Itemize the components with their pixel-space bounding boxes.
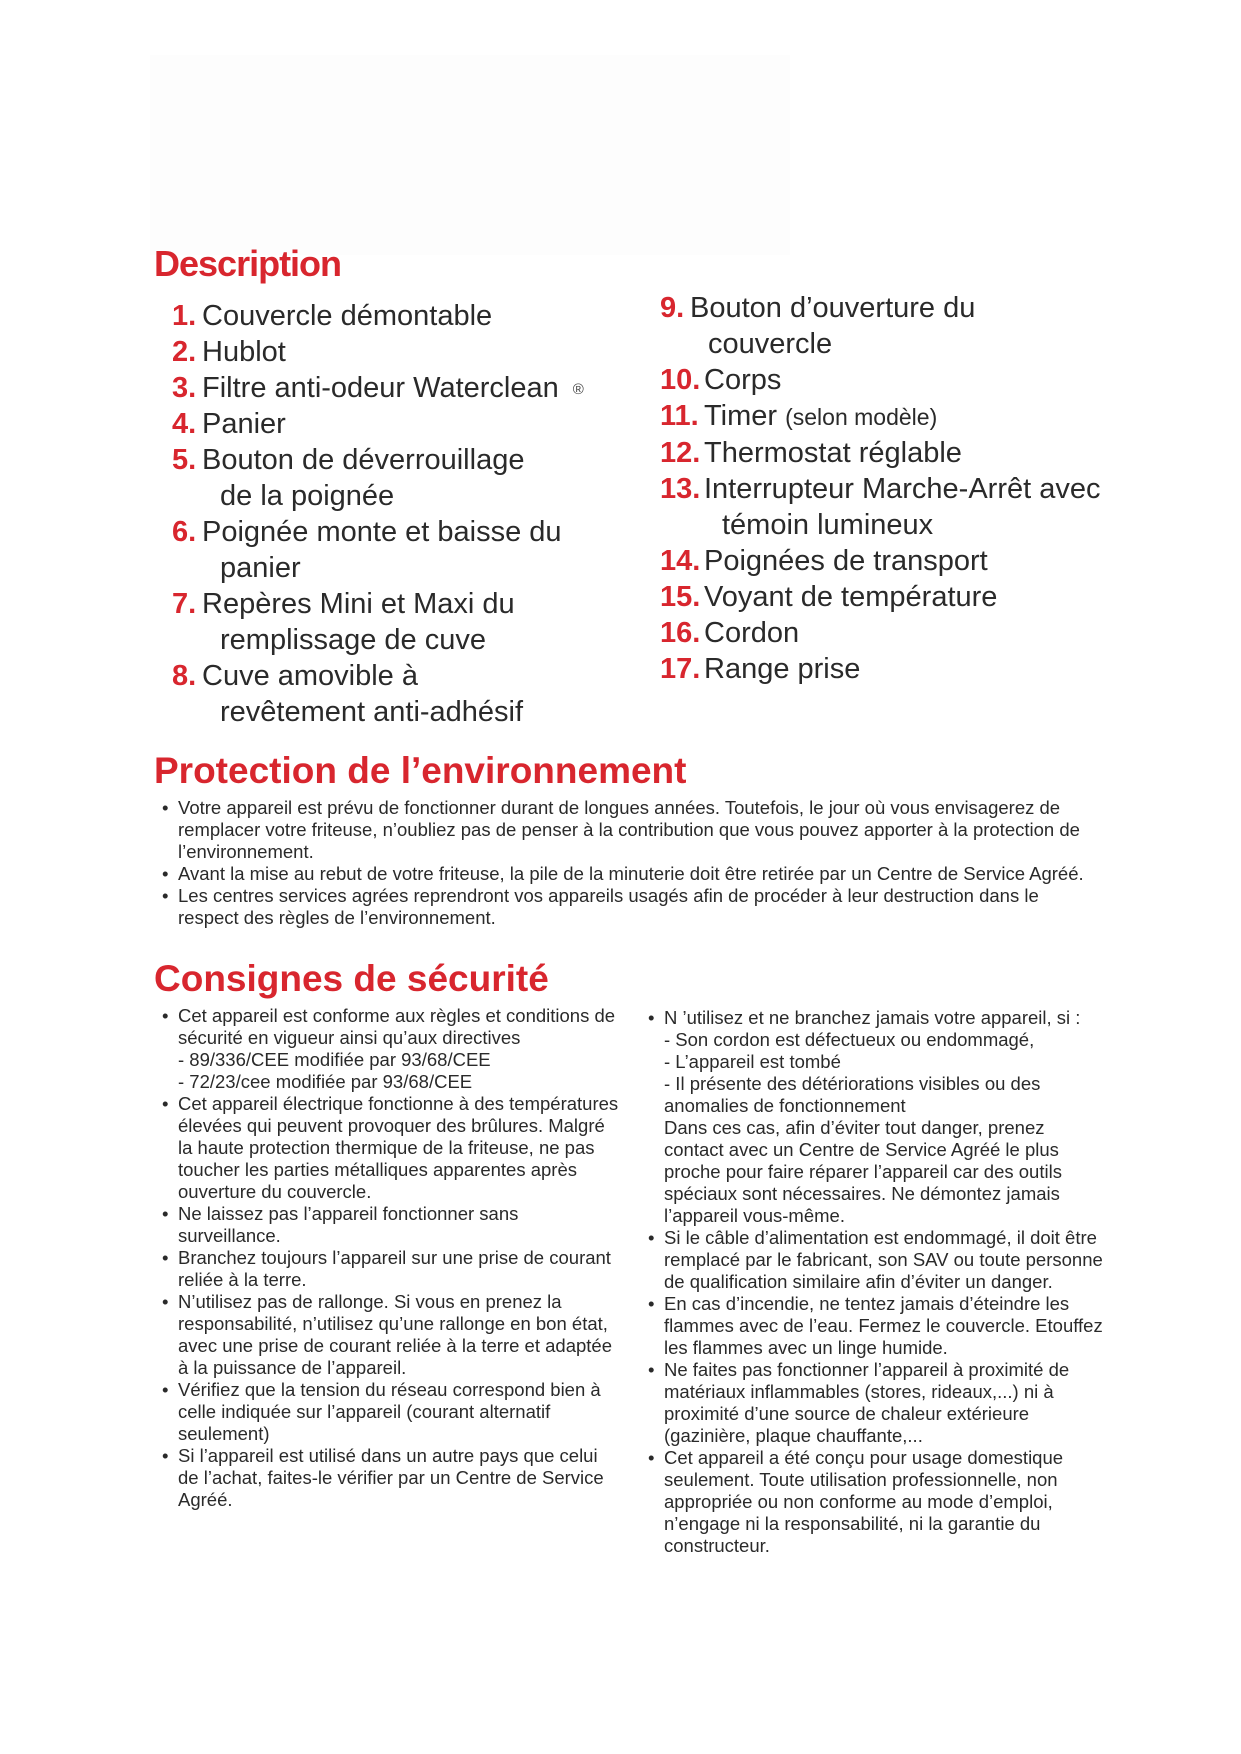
item-label: couvercle	[708, 328, 833, 360]
safety-bullet	[646, 1447, 1106, 1557]
item-number: 3.	[172, 372, 197, 404]
safety-subitem: - Il présente des détériorations visibles ou des anomalies de fonctionnement	[664, 1073, 1041, 1116]
description-item	[172, 586, 642, 658]
description-item	[660, 579, 1130, 615]
description-item	[172, 334, 642, 370]
safety-text: En cas d’incendie, ne tentez jamais d’éteindre les flammes avec de l’eau. Fermez le couvercle. Etouffez les flammes avec un linge humide.	[664, 1293, 1103, 1358]
registered-mark: ®	[572, 381, 584, 398]
item-label: Poignées de transport	[704, 545, 988, 577]
safety-bullet	[160, 1247, 620, 1291]
item-number: 13.	[660, 473, 701, 505]
item-number: 14.	[660, 545, 701, 577]
environment-list	[160, 797, 1100, 929]
item-label: Poignée monte et baisse du	[202, 516, 562, 548]
description-item	[172, 406, 642, 442]
description-item	[660, 362, 1130, 398]
description-item	[172, 298, 642, 334]
description-item	[660, 543, 1130, 579]
item-label: Range prise	[704, 653, 861, 685]
safety-heading: Consignes de sécurité	[154, 958, 549, 999]
safety-text: Branchez toujours l’appareil sur une prise de courant reliée à la terre.	[178, 1247, 611, 1290]
safety-text: Cet appareil électrique fonctionne à des températures élevées qui peuvent provoquer des brûlures. Malgré la haute protection thermique de la friteuse, ne pas toucher les parties métalliques apparentes après ouverture du couvercle.	[178, 1093, 619, 1202]
safety-bullet	[160, 1291, 620, 1379]
description-list-right	[660, 290, 1130, 687]
item-label: remplissage de cuve	[220, 624, 486, 656]
safety-bullet	[160, 1445, 620, 1511]
safety-text: Si l’appareil est utilisé dans un autre pays que celui de l’achat, faites-le vérifier par un Centre de Service Agréé.	[178, 1445, 604, 1510]
item-label: Interrupteur Marche-Arrêt avec	[704, 473, 1101, 505]
description-item	[172, 442, 642, 514]
item-label: Couvercle démontable	[202, 300, 493, 332]
environment-bullet: • Les centres services agrées reprendront vos appareils usagés afin de procéder à leur destruction dans le respect des règles de l’environnement.	[160, 885, 1100, 929]
item-label: Corps	[704, 364, 782, 396]
description-list-left	[172, 298, 642, 730]
item-label: Cordon	[704, 617, 800, 649]
item-number: 7.	[172, 588, 197, 620]
item-label: Hublot	[202, 336, 286, 368]
safety-bullet	[646, 1359, 1106, 1447]
description-heading: Description	[154, 243, 342, 284]
description-item	[660, 398, 1130, 435]
safety-subitem: Dans ces cas, afin d’éviter tout danger, prenez contact avec un Centre de Service Agréé le plus proche pour faire réparer l’appareil car des outils spéciaux sont nécessaires. Ne démontez jamais l’appareil vous-même.	[664, 1117, 1062, 1226]
safety-bullet	[160, 1203, 620, 1247]
safety-text: Ne laissez pas l’appareil fonctionner sans surveillance.	[178, 1203, 519, 1246]
safety-bullet	[646, 1227, 1106, 1293]
item-note: (selon modèle)	[785, 404, 938, 430]
blank-image-area	[150, 55, 790, 255]
description-item	[660, 615, 1130, 651]
item-label: Bouton de déverrouillage	[202, 444, 525, 476]
item-label: Thermostat réglable	[704, 437, 962, 469]
safety-bullet	[160, 1005, 620, 1093]
safety-text: Vérifiez que la tension du réseau correspond bien à celle indiquée sur l’appareil (courant alternatif seulement)	[178, 1379, 601, 1444]
safety-text: N ’utilisez et ne branchez jamais votre appareil, si :	[664, 1007, 1081, 1028]
description-item	[172, 658, 642, 730]
item-number: 8.	[172, 660, 197, 692]
safety-subitem: - Son cordon est défectueux ou endommagé,	[664, 1029, 1035, 1050]
safety-bullet	[160, 1379, 620, 1445]
item-label: Repères Mini et Maxi du	[202, 588, 515, 620]
safety-bullet	[646, 1293, 1106, 1359]
safety-text: Ne faites pas fonctionner l’appareil à proximité de matériaux inflammables (stores, rideaux,...) ni à proximité d’une source de chaleur extérieure (gazinière, plaque chauffante,...	[664, 1359, 1070, 1446]
item-label: Filtre anti-odeur Waterclean	[202, 372, 559, 404]
item-number: 10.	[660, 364, 701, 396]
safety-subitem: - L’appareil est tombé	[664, 1051, 841, 1072]
item-label: revêtement anti-adhésif	[220, 696, 524, 728]
description-item	[660, 435, 1130, 471]
item-label: Voyant de température	[704, 581, 998, 613]
safety-list-right	[646, 1007, 1106, 1557]
item-number: 15.	[660, 581, 701, 613]
item-label: témoin lumineux	[722, 509, 934, 541]
description-item	[660, 471, 1130, 543]
item-number: 2.	[172, 336, 197, 368]
safety-bullet	[160, 1093, 620, 1203]
environment-bullet: • Votre appareil est prévu de fonctionner durant de longues années. Toutefois, le jour où vous envisagerez de remplacer votre friteuse, n’oubliez pas de penser à la contribution que vous pouvez apporter à la protection de l’environnement.	[160, 797, 1100, 863]
item-number: 12.	[660, 437, 701, 469]
item-number: 17.	[660, 653, 701, 685]
description-item	[660, 651, 1130, 687]
item-number: 16.	[660, 617, 701, 649]
safety-text: Cet appareil a été conçu pour usage domestique seulement. Toute utilisation professionnelle, non appropriée ou non conforme au mode d’emploi, n’engage ni la responsabilité, ni la garantie du constructeur.	[664, 1447, 1064, 1556]
environment-heading: Protection de l’environnement	[154, 750, 687, 791]
safety-list-left	[160, 1005, 620, 1511]
safety-text: N’utilisez pas de rallonge. Si vous en prenez la responsabilité, n’utilisez qu’une rallonge en bon état, avec une prise de courant reliée à la terre et adaptée à la puissance de l’appareil.	[178, 1291, 613, 1378]
item-number: 6.	[172, 516, 197, 548]
safety-subitem: - 72/23/cee modifiée par 93/68/CEE	[178, 1071, 473, 1092]
item-number: 5.	[172, 444, 197, 476]
item-label: Timer	[704, 400, 786, 432]
safety-bullet	[646, 1007, 1106, 1227]
item-number: 11.	[660, 400, 699, 432]
safety-text: Cet appareil est conforme aux règles et conditions de sécurité en vigueur ainsi qu’aux directives	[178, 1005, 616, 1048]
description-item	[172, 514, 642, 586]
item-number: 4.	[172, 408, 197, 440]
item-number: 9.	[660, 292, 685, 324]
description-item	[172, 370, 642, 406]
item-number: 1.	[172, 300, 197, 332]
safety-text: Si le câble d’alimentation est endommagé, il doit être remplacé par le fabricant, son SAV ou toute personne de qualification similaire afin d’éviter un danger.	[664, 1227, 1103, 1292]
item-label: panier	[220, 552, 301, 584]
description-item	[660, 290, 1130, 362]
item-label: Panier	[202, 408, 286, 440]
item-label: de la poignée	[220, 480, 395, 512]
item-label: Bouton d’ouverture du	[690, 292, 976, 324]
safety-subitem: - 89/336/CEE modifiée par 93/68/CEE	[178, 1049, 491, 1070]
item-label: Cuve amovible à	[202, 660, 418, 692]
environment-bullet: • Avant la mise au rebut de votre friteuse, la pile de la minuterie doit être retirée par un Centre de Service Agréé.	[160, 863, 1100, 885]
